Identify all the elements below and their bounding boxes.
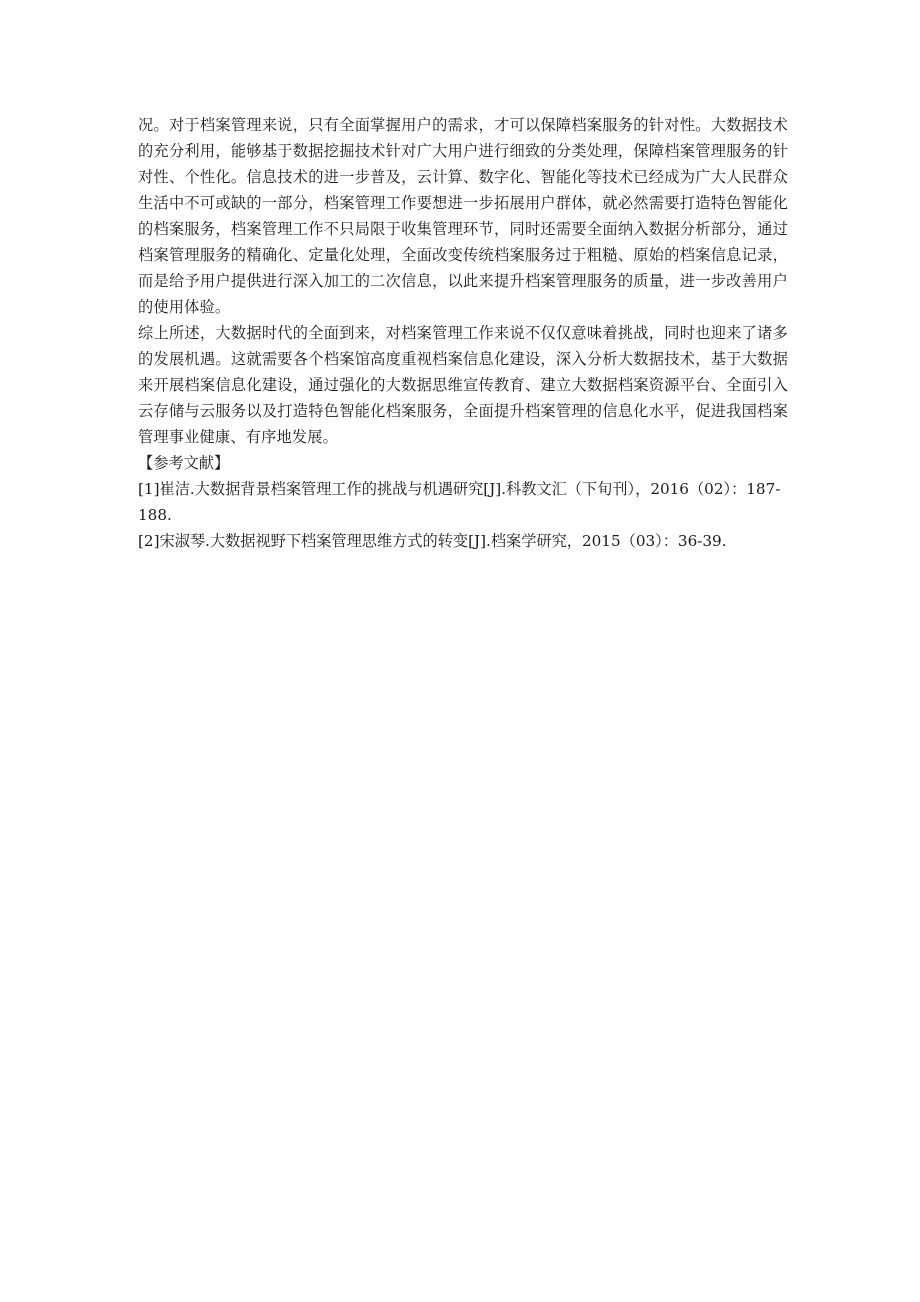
body-paragraph-1: 况。对于档案管理来说，只有全面掌握用户的需求，才可以保障档案服务的针对性。大数据技术的充分利用，能够基于数据挖掘技术针对广大用户进行细致的分类处理，保障档案管理服务的针对性、个性化。信息技术的进一步普及，云计算、数字化、智能化等技术已经成为广大人民群众生活中不可或缺的一部分，档案管理工作要想进一步拓展用户群体，就必然需要打造特色智能化的档案服务，档案管理工作不只局限于收集管理环节，同时还需要全面纳入数据分析部分，通过档案管理服务的精确化、定量化处理，全面改变传统档案服务过于粗糙、原始的档案信息记录，而是给予用户提供进行深入加工的二次信息，以此来提升档案管理服务的质量，进一步改善用户的使用体验。 xyxy=(138,116,788,316)
reference-item-1: [1]崔洁.大数据背景档案管理工作的挑战与机遇研究[J].科教文汇（下旬刊），2016（02）：187-188. xyxy=(138,480,781,524)
document-page xyxy=(138,112,788,554)
reference-item-2: [2]宋淑琴.大数据视野下档案管理思维方式的转变[J].档案学研究，2015（03）：36-39. xyxy=(138,532,727,550)
body-paragraph-2: 综上所述，大数据时代的全面到来，对档案管理工作来说不仅仅意味着挑战，同时也迎来了诸多的发展机遇。这就需要各个档案馆高度重视档案信息化建设，深入分析大数据技术，基于大数据来开展档案信息化建设，通过强化的大数据思维宣传教育、建立大数据档案资源平台、全面引入云存储与云服务以及打造特色智能化档案服务，全面提升档案管理的信息化水平，促进我国档案管理事业健康、有序地发展。 xyxy=(138,324,788,446)
references-heading: 【参考文献】 xyxy=(138,454,230,472)
